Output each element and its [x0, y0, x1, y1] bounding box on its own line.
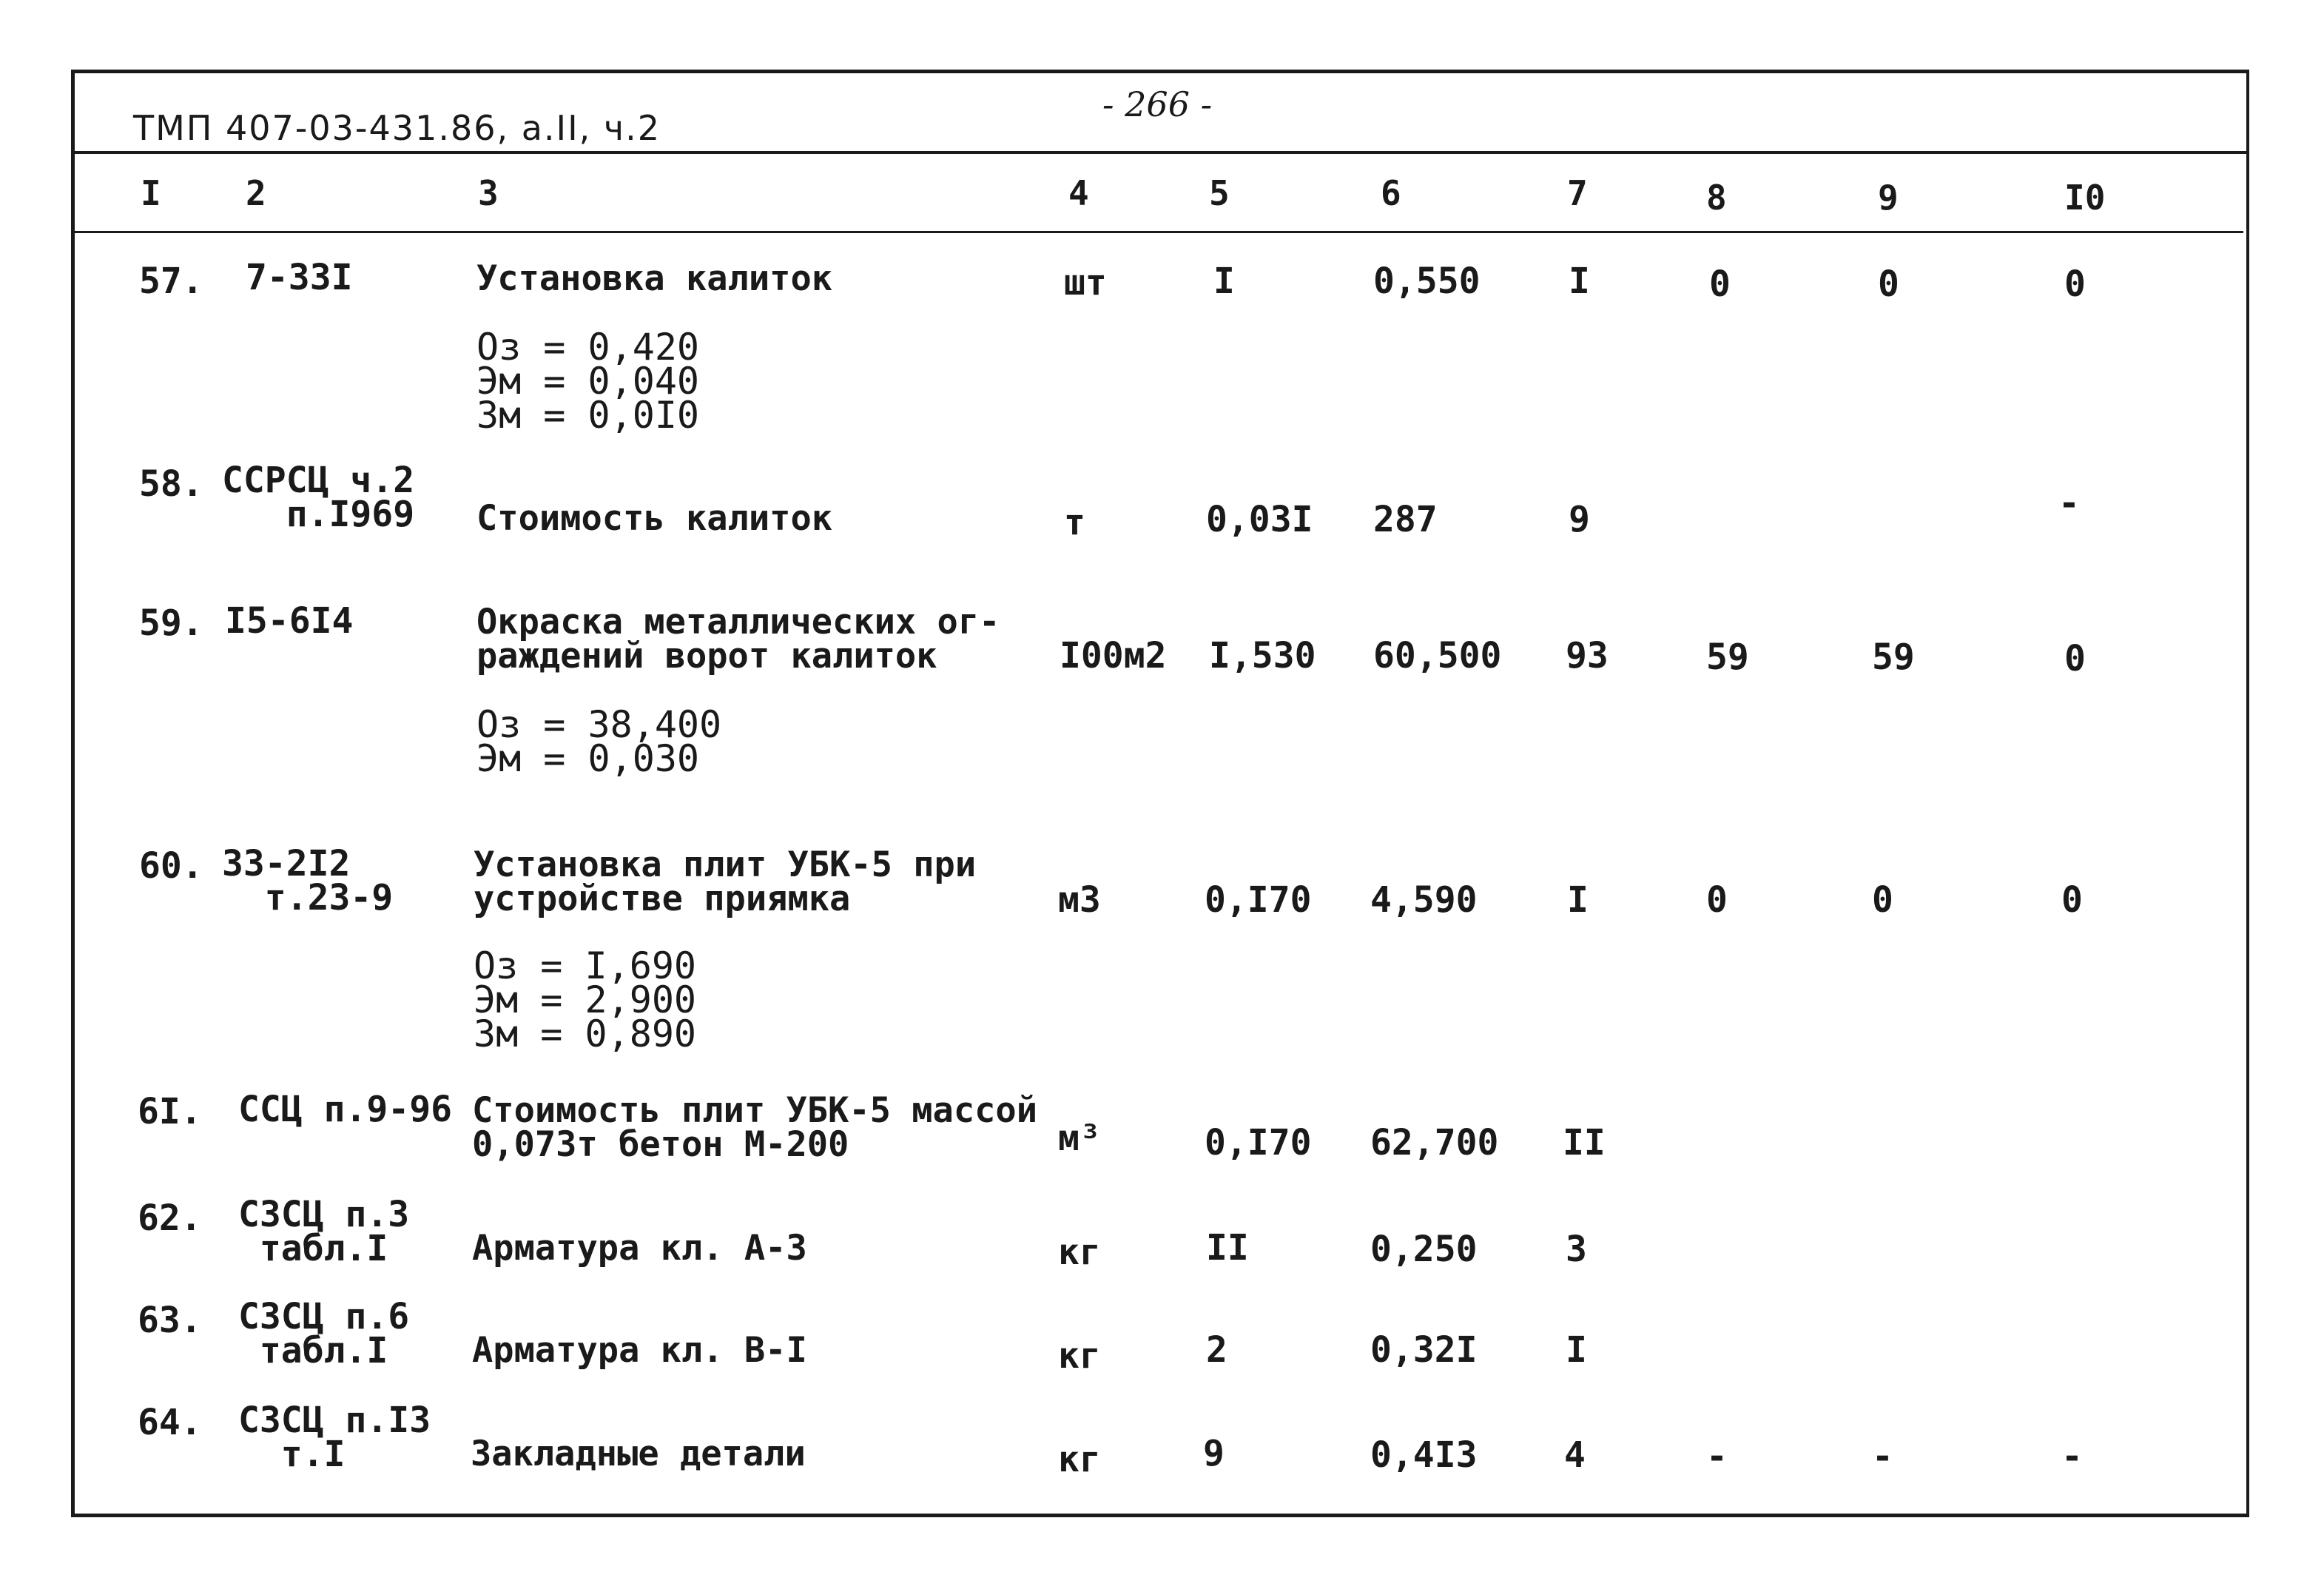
- total-cost: II: [1563, 1122, 1606, 1163]
- quantity: I,530: [1209, 635, 1316, 676]
- column-header-5: 5: [1209, 173, 1230, 213]
- unit: I00м2: [1060, 635, 1167, 676]
- work-name: Стоимость плит УБК-5 массой 0,073т бетон М-200: [472, 1090, 1038, 1165]
- header-divider: [71, 151, 2249, 154]
- total-cost: 9: [1569, 499, 1590, 540]
- col-8-value: 59: [1706, 637, 1749, 678]
- column-header-6: 6: [1381, 173, 1401, 213]
- col-8-value: 0: [1709, 263, 1731, 305]
- unit-price: 0,32I: [1370, 1329, 1478, 1371]
- work-name: Арматура кл. В-I: [472, 1330, 807, 1371]
- norm-code: 33-2I2 т.23-9: [222, 843, 394, 918]
- total-cost: 3: [1566, 1229, 1587, 1270]
- row-number: 62.: [138, 1198, 202, 1239]
- unit-price: 0,250: [1370, 1229, 1478, 1270]
- norm-code: 7-33I: [246, 257, 353, 298]
- norm-code: СЗСЦ п.I3 т.I: [238, 1400, 431, 1475]
- cost-breakdown: Оз = I,690 Эм = 2,900 Зм = 0,890: [474, 944, 697, 1055]
- norm-code: I5-6I4: [225, 600, 354, 642]
- column-header-7: 7: [1567, 173, 1588, 213]
- row-number: 6I.: [138, 1091, 202, 1132]
- unit: м3: [1058, 879, 1101, 921]
- work-name: Закладные детали: [471, 1434, 806, 1474]
- unit: шт: [1064, 262, 1107, 303]
- column-header-1: I: [141, 173, 161, 213]
- col-9-value: 0: [1878, 263, 1899, 305]
- row-number: 57.: [139, 261, 203, 302]
- column-header-9: 9: [1878, 178, 1899, 218]
- quantity: II: [1206, 1227, 1249, 1269]
- col-9-value: 59: [1872, 637, 1915, 678]
- column-header-2: 2: [246, 173, 266, 213]
- total-cost: 4: [1564, 1434, 1586, 1476]
- total-cost: I: [1566, 1329, 1587, 1371]
- quantity: 9: [1203, 1433, 1225, 1474]
- cost-breakdown: Оз = 0,420 Эм = 0,040 Зм = 0,0I0: [476, 326, 700, 437]
- quantity: 0,03I: [1206, 499, 1313, 540]
- row-number: 60.: [139, 845, 203, 887]
- work-name: Установка плит УБК-5 при устройстве приямка: [474, 844, 977, 919]
- col-9-value: 0: [1872, 879, 1893, 921]
- total-cost: I: [1567, 879, 1589, 921]
- norm-code: ССРСЦ ч.2 п.I969: [222, 460, 415, 535]
- col-10-value: 0: [2064, 263, 2086, 305]
- quantity: 2: [1206, 1329, 1227, 1371]
- work-name: Стоимость калиток: [476, 498, 833, 539]
- unit: м³: [1058, 1118, 1101, 1159]
- quantity: 0,I70: [1205, 879, 1312, 921]
- unit-price: 0,550: [1373, 261, 1481, 302]
- unit: кг: [1058, 1335, 1101, 1377]
- work-name: Установка калиток: [476, 258, 833, 299]
- column-header-8: 8: [1706, 178, 1727, 218]
- column-header-3: 3: [478, 173, 499, 213]
- col-10-value: -: [2061, 1436, 2083, 1477]
- norm-code: СЗСЦ п.3 табл.I: [238, 1194, 410, 1269]
- norm-code: ССЦ п.9-96: [238, 1089, 452, 1130]
- unit: кг: [1058, 1439, 1101, 1480]
- row-number: 64.: [138, 1402, 202, 1443]
- document-reference: ТМП 407-03-431.86, а.II, ч.2: [133, 108, 661, 148]
- unit-price: 0,4I3: [1370, 1434, 1478, 1476]
- col-8-value: -: [1706, 1436, 1728, 1477]
- unit: кг: [1058, 1232, 1101, 1273]
- norm-code: СЗСЦ п.6 табл.I: [238, 1296, 410, 1371]
- unit-price: 4,590: [1370, 879, 1478, 921]
- quantity: 0,I70: [1205, 1122, 1312, 1163]
- col-8-value: 0: [1706, 879, 1728, 921]
- col-9-value: -: [1872, 1436, 1893, 1477]
- col-10-value: 0: [2064, 638, 2086, 679]
- row-number: 59.: [139, 602, 203, 644]
- page-number: - 266 -: [1102, 84, 1213, 124]
- cost-breakdown: Оз = 38,400 Эм = 0,030: [476, 703, 722, 780]
- unit-price: 62,700: [1370, 1122, 1499, 1163]
- total-cost: 93: [1566, 635, 1609, 676]
- work-name: Арматура кл. А-3: [472, 1228, 807, 1269]
- work-name: Окраска металлических ог- раждений ворот калиток: [476, 602, 1000, 676]
- quantity: I: [1213, 261, 1235, 302]
- row-number: 63.: [138, 1300, 202, 1341]
- column-header-divider: [71, 231, 2243, 233]
- column-header-10: I0: [2064, 178, 2106, 218]
- unit-price: 287: [1373, 499, 1438, 540]
- unit: т: [1064, 502, 1085, 543]
- col-10-value: -: [2058, 483, 2080, 524]
- unit-price: 60,500: [1373, 635, 1502, 676]
- total-cost: I: [1569, 261, 1590, 302]
- col-10-value: 0: [2061, 879, 2083, 921]
- column-header-4: 4: [1068, 173, 1089, 213]
- row-number: 58.: [139, 463, 203, 505]
